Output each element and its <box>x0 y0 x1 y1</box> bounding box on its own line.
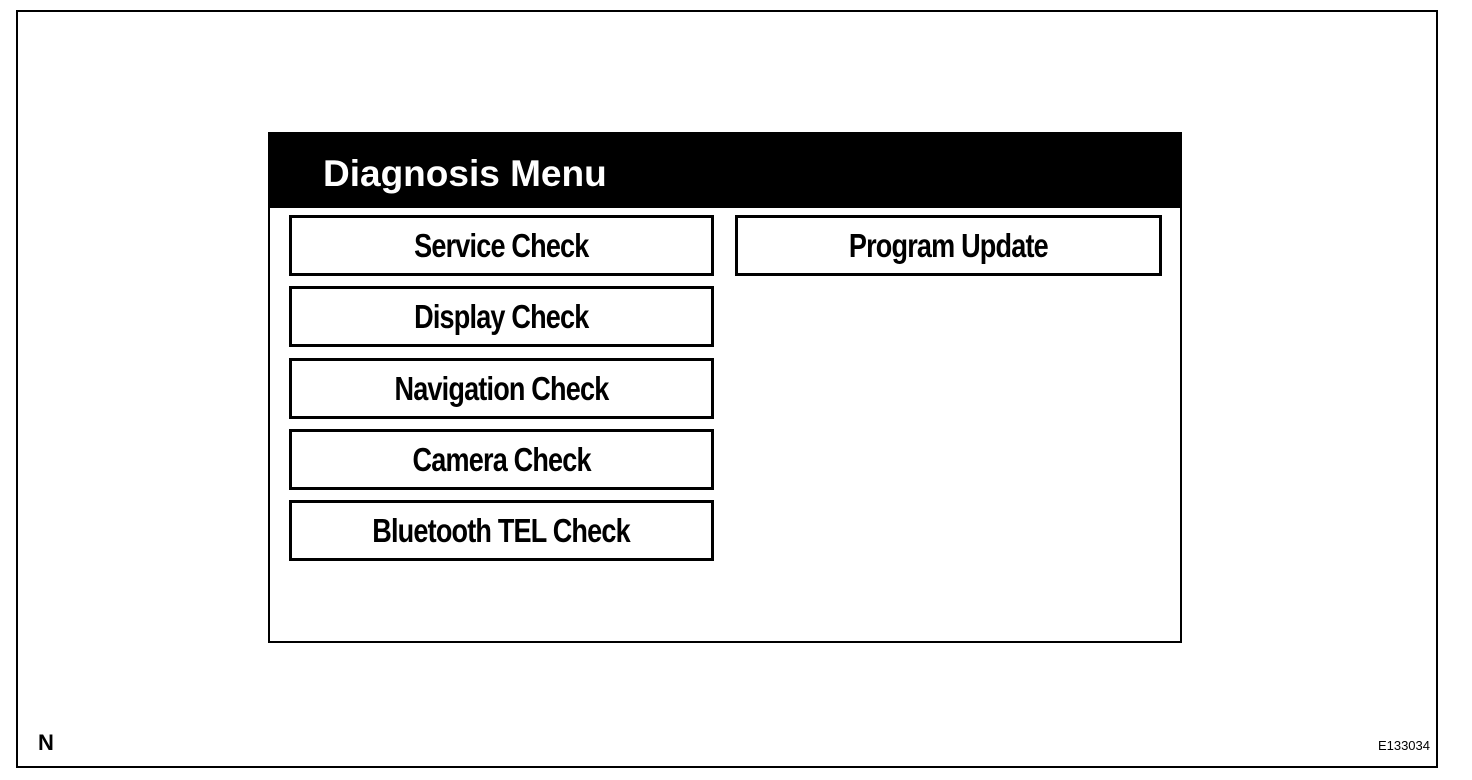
program-update-label: Program Update <box>848 226 1049 264</box>
camera-check-button[interactable] <box>289 429 714 490</box>
figure-corner-letter: N <box>38 730 54 755</box>
navigation-check-button[interactable] <box>289 358 714 419</box>
display-check-button[interactable] <box>289 286 714 347</box>
camera-check-label: Camera Check <box>412 440 591 478</box>
bluetooth-tel-check-button[interactable] <box>289 500 714 561</box>
figure-reference-code: E133034 <box>1377 738 1430 753</box>
service-check-label: Service Check <box>414 226 589 264</box>
diagnosis-menu-screen <box>268 132 1182 643</box>
screen-title: Diagnosis Menu <box>323 153 607 194</box>
service-check-button[interactable] <box>289 215 714 276</box>
program-update-button[interactable] <box>735 215 1162 276</box>
navigation-check-label: Navigation Check <box>394 369 609 407</box>
display-check-label: Display Check <box>414 297 589 335</box>
title-bar <box>270 134 1180 208</box>
bluetooth-tel-check-label: Bluetooth TEL Check <box>372 511 631 549</box>
